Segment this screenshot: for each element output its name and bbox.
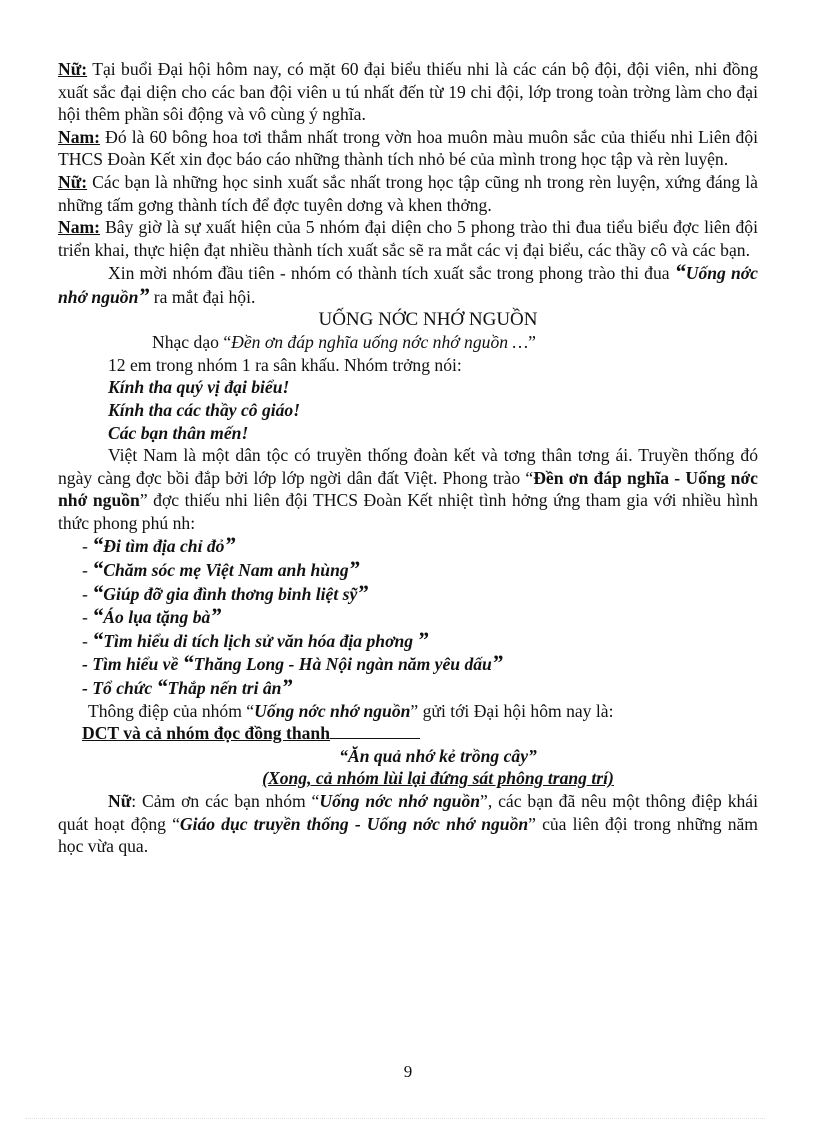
list-text: Áo lụa tặng bà [103,607,211,628]
list-item: - “Áo lụa tặng bà” [82,603,222,629]
list-dash: - [82,536,93,557]
quote-mark: ” [138,282,150,308]
list-text: Giúp đỡ gia đình thơng binh liệt sỹ [103,583,358,604]
section-title: UỐNG NỚC NHỚ NGUỒN [318,308,538,330]
paragraph-text: Tại buổi Đại hội hôm nay, có mặt 60 đại biểu thiếu nhi là các cán bộ đội, đội viên, nhi đồng xuất sắc đại diện cho các ban đội viên u tú nhất đến từ 19 chi đội, lớp trong toàn trờng làm cho đại hội thêm phần sôi động và vô cùng ý nghĩa. [58,59,758,125]
list-dash: - [82,583,93,604]
paragraph-3 [58,171,758,216]
chorus-text: DCT và cả nhóm đọc đồng thanh [82,723,331,744]
paragraph-text: Bây giờ là sự xuất hiện của 5 nhóm đại diện cho 5 phong trào thi đua tiểu biểu đợc liên đội triển khai, thực hiện đạt nhiều thành tích xuất sắc sẽ ra mắt các vị đại biểu, các thầy cô và các bạn. [58,217,758,260]
greeting-line: Các bạn thân mến! [108,422,249,443]
page-number: 9 [403,1062,413,1081]
paragraph-text: Việt Nam là một dân tộc có truyền thống đoàn kết và tơng thân tơng ái. Truyền thống đó ngày càng đợc bồi đắp bởi lớp lớp ngời dân đất Việt. Phong trào “ [58,445,758,488]
paragraph-text: ” đợc thiếu nhi liên đội THCS Đoàn Kết nhiệt tình hởng ứng tham gia với nhiều hình thức phong phú nh: [58,490,758,533]
paragraph-4 [58,216,758,261]
list-item: - Tìm hiểu về “Thăng Long - Hà Nội ngàn năm yêu dấu” [82,650,503,676]
speaker-label: Nữ: [58,171,88,192]
movement-title: Giáo dục truyền thống - Uống nớc nhớ nguồn [179,813,529,834]
movement-title: Uống nớc nhớ nguồn [254,700,411,721]
paragraph-text: ra mắt đại hội. [149,286,256,307]
list-text: - Tìm hiểu về [82,654,183,675]
movement-name: Đền ơn đáp nghĩa - Uống nớc nhớ nguồn [58,467,758,511]
paragraph-text: ”, các bạn đã nêu một thông điệp khái quát hoạt động “ [58,791,759,834]
movement-title: Uống nớc nhớ nguồn [319,791,481,811]
paragraph-2 [58,126,758,171]
chorus-label [58,722,758,745]
speaker-label: Nữ: [58,59,88,79]
list-dash: - [82,630,93,651]
list-title: Thắp nến tri ân [167,678,282,699]
list-item: - “Chăm sóc mẹ Việt Nam anh hùng” [82,556,360,582]
footer-divider [25,1118,765,1119]
list-item: - “Đi tìm địa chỉ đỏ” [82,532,236,558]
list-dash: - [82,607,93,628]
speaker-label: Nữ [108,791,132,811]
speaker-label: Nam: [58,217,101,238]
paragraph-5 [58,261,758,308]
paragraph-1 [58,58,758,126]
song-name: Đền ơn đáp nghĩa uống nớc nhớ nguồn … [231,332,529,353]
song-prefix: Nhạc dạo “ [152,332,232,353]
document-page [58,58,758,858]
list-text: Chăm sóc mẹ Việt Nam anh hùng [103,560,349,581]
list-text: Tìm hiểu di tích lịch sử văn hóa địa phơng [103,630,418,651]
list-item: - Tổ chức “Thắp nến tri ân” [82,674,293,700]
list-item: - “Giúp đỡ gia đình thơng binh liệt sỹ” [82,579,369,605]
paragraph-text: Thông điệp của nhóm “ [88,700,255,721]
paragraph-text: Các bạn là những học sinh xuất sắc nhất trong học tập cũng nh trong rèn luyện, xứng đáng là những tấm gơng thành tích để đợc tuyên dơng và khen thởng. [58,171,758,215]
greeting-line: Kính tha các thầy cô giáo! [108,399,301,420]
song-line [58,331,758,354]
paragraph-text: Đó là 60 bông hoa tơi thắm nhất trong vờn hoa muôn màu muôn sắc của thiếu nhi Liên đội THCS Đoàn Kết xin đọc báo cáo những thành tích nhỏ bé của mình trong học tập và rèn luyện. [58,126,758,170]
body-paragraph [58,444,758,534]
greeting-line: Kính tha quý vị đại biểu! [108,377,290,398]
closing-paragraph [58,790,758,858]
quote-mark: “ [674,259,686,285]
paragraph-text: Xin mời nhóm đầu tiên - nhóm có thành tích xuất sắc trong phong trào thi đua [108,263,675,284]
paragraph-text: ” gửi tới Đại hội hôm nay là: [410,700,614,721]
list-dash: - [82,560,93,581]
paragraph-text: : Cảm ơn các bạn nhóm “ [131,791,320,811]
song-suffix: ” [528,332,536,353]
message-line [58,700,758,723]
list-title: Thăng Long - Hà Nội ngàn năm yêu dấu [193,654,492,675]
speaker-label: Nam: [58,126,101,147]
list-item: - “Tìm hiểu di tích lịch sử văn hóa địa phơng ” [82,626,429,652]
intro-line: 12 em trong nhóm 1 ra sân khấu. Nhóm trởng nói: [108,354,462,375]
list-text: Đi tìm địa chỉ đỏ [103,536,225,557]
stage-direction: (Xong, cả nhóm lùi lại đứng sát phông trang trí) [262,768,614,789]
movement-title: Uống nớc nhớ nguồn [58,263,758,307]
paragraph-text: ” của liên đội trong những năm học vừa qua. [58,813,758,857]
chorus-quote: “Ăn quả nhớ kẻ trồng cây” [339,745,537,766]
list-text: - Tổ chức [82,678,157,699]
